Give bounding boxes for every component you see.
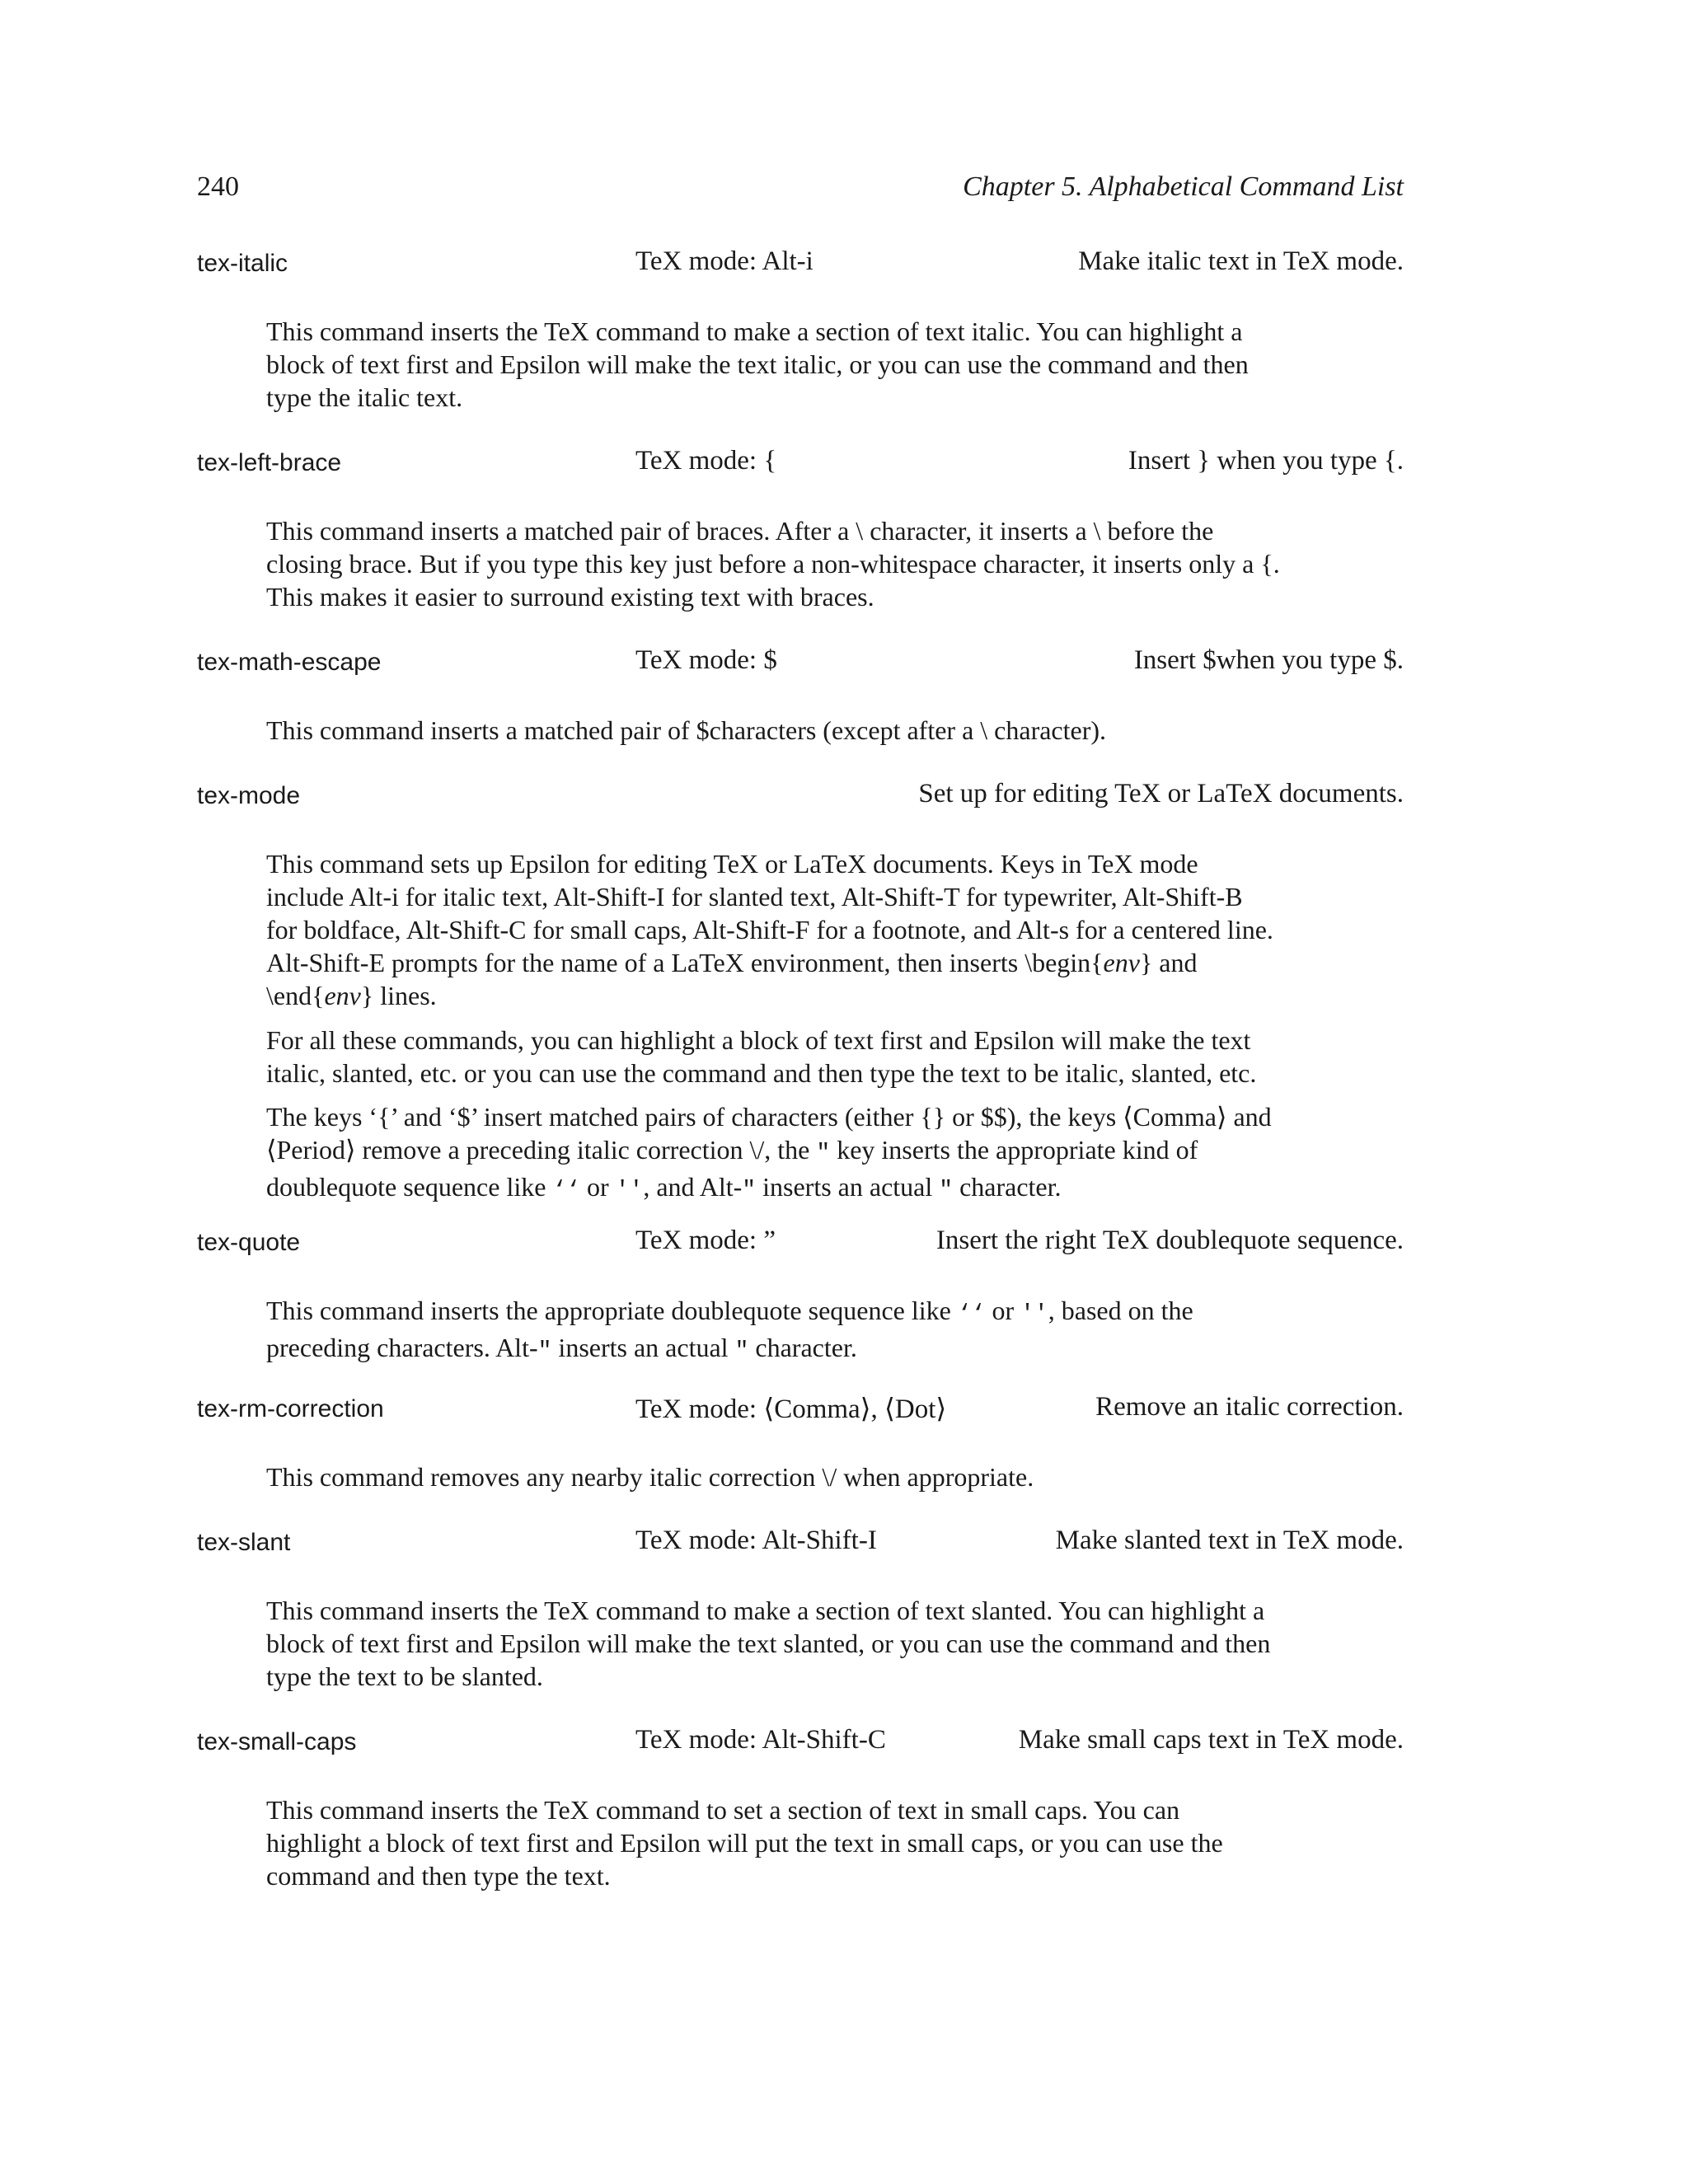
entry-header-tex-math-escape	[197, 645, 1404, 683]
text-run: } lines.	[360, 981, 437, 1010]
description-line: include Alt-i for italic text, Alt-Shift-I for slanted text, Alt-Shift-T for typewriter, Alt-Shift-B	[266, 882, 1243, 912]
code-snippet: ‘‘	[552, 1178, 581, 1203]
description-line	[266, 1170, 1338, 1207]
command-description	[266, 847, 1338, 1012]
command-description	[266, 1100, 1338, 1207]
code-snippet: ''	[615, 1178, 644, 1203]
description-line: highlight a block of text first and Epsilon will put the text in small caps, or you can use the	[266, 1828, 1223, 1858]
command-description	[266, 514, 1338, 613]
command-key-binding: TeX mode: Alt-Shift-I	[635, 1526, 877, 1555]
command-summary: Remove an italic correction.	[1095, 1392, 1404, 1422]
command-summary: Make small caps text in TeX mode.	[1018, 1725, 1404, 1755]
description-line	[266, 979, 1338, 1012]
text-run: inserts an actual	[551, 1333, 735, 1362]
text-run: , and Alt-	[643, 1172, 743, 1202]
command-name: tex-italic	[197, 250, 288, 277]
command-key-binding: TeX mode: Alt-i	[635, 246, 814, 276]
description-line: type the italic text.	[266, 382, 463, 412]
description-line: This command inserts the TeX command to make a section of text italic. You can highlight a	[266, 316, 1243, 346]
command-summary: Make italic text in TeX mode.	[1078, 246, 1404, 276]
description-line: block of text first and Epsilon will make the text italic, or you can use the command and then	[266, 349, 1249, 379]
description-line: This command inserts the TeX command to make a section of text slanted. You can highlight a	[266, 1596, 1265, 1625]
command-summary: Insert } when you type {.	[1128, 446, 1404, 476]
code-snippet: ‘‘	[957, 1301, 986, 1327]
entry-header-tex-slant	[197, 1526, 1404, 1563]
description-line: This command removes any nearby italic correction \/ when appropriate.	[266, 1462, 1034, 1492]
description-line: closing brace. But if you type this key just before a non-whitespace character, it inserts only a {.	[266, 549, 1280, 579]
command-summary: Make slanted text in TeX mode.	[1055, 1526, 1404, 1555]
text-run: Alt-Shift-E prompts for the name of a LaTeX environment, then inserts \begin{	[266, 948, 1104, 977]
description-line: block of text first and Epsilon will make the text slanted, or you can use the command and then	[266, 1629, 1271, 1658]
command-name: tex-left-brace	[197, 449, 342, 476]
entry-header-tex-left-brace	[197, 446, 1404, 484]
code-snippet: "	[816, 1141, 831, 1166]
text-run: character.	[748, 1333, 857, 1362]
description-line: italic, slanted, etc. or you can use the command and then type the text to be italic, slanted, etc.	[266, 1058, 1257, 1088]
text-run: doublequote sequence like	[266, 1172, 553, 1202]
command-description	[266, 315, 1338, 414]
description-line	[266, 1331, 1338, 1368]
description-line: This command inserts the TeX command to set a section of text in small caps. You can	[266, 1795, 1180, 1825]
description-line: This command inserts a matched pair of braces. After a \ character, it inserts a \ before the	[266, 516, 1214, 546]
description-line	[266, 1133, 1338, 1170]
command-summary: Insert the right TeX doublequote sequence.	[935, 1226, 1404, 1255]
description-line	[266, 1294, 1338, 1331]
command-description	[266, 1594, 1338, 1693]
command-key-binding: TeX mode: {	[635, 446, 777, 476]
command-description	[266, 1294, 1338, 1368]
code-snippet: "	[742, 1178, 757, 1203]
code-snippet: "	[939, 1178, 954, 1203]
text-run: preceding characters. Alt-	[266, 1333, 538, 1362]
text-run: or	[580, 1172, 616, 1202]
command-name: tex-mode	[197, 782, 301, 809]
entry-header-tex-small-caps	[197, 1725, 1404, 1763]
command-description	[266, 714, 1338, 747]
chapter-title: Chapter 5. Alphabetical Command List	[963, 171, 1404, 202]
code-snippet: "	[537, 1338, 552, 1364]
command-name: tex-rm-correction	[197, 1395, 384, 1422]
command-summary: Set up for editing TeX or LaTeX documents.	[918, 779, 1404, 808]
entry-header-tex-mode	[197, 779, 1404, 817]
command-name: tex-math-escape	[197, 649, 382, 676]
running-head	[197, 171, 1404, 209]
command-key-binding: TeX mode: ”	[635, 1226, 776, 1255]
command-name: tex-slant	[197, 1529, 291, 1556]
command-name: tex-small-caps	[197, 1728, 357, 1755]
description-line: This makes it easier to surround existing text with braces.	[266, 582, 874, 612]
page-number: 240	[197, 171, 239, 202]
entry-header-tex-italic	[197, 246, 1404, 284]
text-run: } and	[1139, 948, 1198, 977]
description-line	[266, 946, 1338, 979]
description-line: This command inserts a matched pair of $characters (except after a \ character).	[266, 715, 1107, 745]
text-run: inserts an actual	[756, 1172, 940, 1202]
description-line: type the text to be slanted.	[266, 1661, 543, 1691]
env-placeholder: env	[324, 981, 361, 1010]
command-summary: Insert $when you type $.	[1133, 645, 1404, 675]
text-run: This command inserts the appropriate doublequote sequence like	[266, 1296, 958, 1325]
text-run: ⟨Period⟩ remove a preceding italic correction \/, the	[266, 1135, 817, 1165]
entry-header-tex-rm-correction	[197, 1392, 1404, 1430]
command-description	[266, 1793, 1338, 1892]
text-run: \end{	[266, 981, 325, 1010]
description-line: for boldface, Alt-Shift-C for small caps, Alt-Shift-F for a footnote, and Alt-s for a centered line.	[266, 915, 1273, 944]
text-run: , based on the	[1048, 1296, 1193, 1325]
code-snippet: ''	[1020, 1301, 1048, 1327]
text-run: key inserts the appropriate kind of	[830, 1135, 1198, 1165]
text-run: or	[985, 1296, 1021, 1325]
command-key-binding: TeX mode: Alt-Shift-C	[635, 1725, 886, 1755]
description-line: This command sets up Epsilon for editing TeX or LaTeX documents. Keys in TeX mode	[266, 849, 1198, 879]
description-line: The keys ‘{’ and ‘$’ insert matched pairs of characters (either {} or $$), the keys ⟨Comma⟩ and	[266, 1102, 1272, 1132]
command-key-binding: TeX mode: $	[635, 645, 777, 675]
entry-header-tex-quote	[197, 1226, 1404, 1263]
command-description	[266, 1460, 1338, 1493]
env-placeholder: env	[1103, 948, 1140, 977]
command-description	[266, 1024, 1338, 1090]
command-key-binding: TeX mode: ⟨Comma⟩, ⟨Dot⟩	[635, 1394, 947, 1424]
description-line: For all these commands, you can highlight a block of text first and Epsilon will make the text	[266, 1025, 1251, 1055]
description-line: command and then type the text.	[266, 1861, 611, 1891]
code-snippet: "	[734, 1338, 749, 1364]
command-name: tex-quote	[197, 1229, 301, 1256]
text-run: character.	[953, 1172, 1062, 1202]
